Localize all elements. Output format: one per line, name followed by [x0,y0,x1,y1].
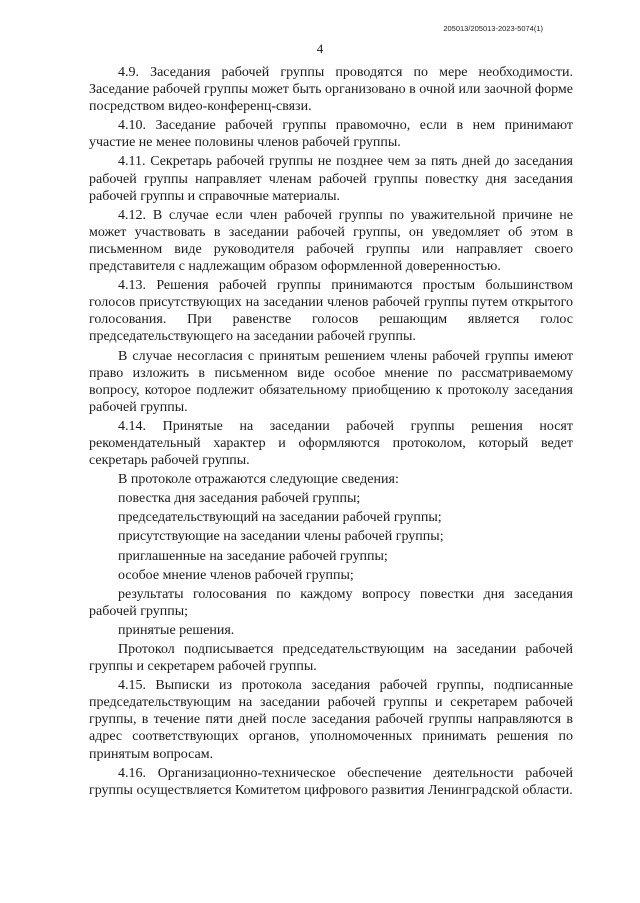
protocol-intro: В протоколе отражаются следующие сведения: [118,472,399,488]
protocol-list-item: повестка дня заседания рабочей группы; [118,491,361,507]
document-body [89,62,573,799]
paragraph-4-15: 4.15. Выписки из протокола заседания рабочей группы, подписанные председательствующим на заседании рабочей группы и секретарем рабочей группы, в течение пяти дней после заседания рабочей группы направляются в адрес соответствующих органов, уполномоченных принимать решения по принятым вопросам. [89,678,573,762]
protocol-list-item: принятые решения. [118,622,235,638]
paragraph-4-12: 4.12. В случае если член рабочей группы по уважительной причине не может участвовать в заседании рабочей группы, он уведомляет об этом в письменном виде руководителя рабочей группы или направляет своего представителя с надлежащим образом оформленной доверенностью. [89,207,573,275]
paragraph-4-9: 4.9. Заседания рабочей группы проводятся по мере необходимости. Заседание рабочей группы может быть организовано в очной или заочной форме посредством видео-конференц-связи. [89,65,573,115]
paragraph-dissent: В случае несогласия с принятым решением члены рабочей группы имеют право изложить в письменном виде особое мнение по рассматриваемому вопросу, которое подлежит обязательному приобщению к протоколу заседания рабочей группы. [89,348,573,415]
protocol-list-item: председательствующий на заседании рабочей группы; [118,510,442,526]
protocol-list-item: особое мнение членов рабочей группы; [118,567,354,583]
paragraph-4-11: 4.11. Секретарь рабочей группы не позднее чем за пять дней до заседания рабочей группы направляет членам рабочей группы повестку дня заседания рабочей группы и справочные материалы. [89,154,573,204]
document-id: 205013/205013-2023-5074(1) [443,24,543,33]
protocol-list-item: результаты голосования по каждому вопросу повестки дня заседания рабочей группы; [89,586,573,619]
protocol-list-item: приглашенные на заседание рабочей группы; [118,548,388,564]
paragraph-4-10: 4.10. Заседание рабочей группы правомочно, если в нем принимают участие не менее половины членов рабочей группы. [89,118,573,151]
paragraph-4-16: 4.16. Организационно-техническое обеспечение деятельности рабочей группы осуществляется Комитетом цифрового развития Ленинградской области. [89,765,573,798]
paragraph-4-13: 4.13. Решения рабочей группы принимаются простым большинством голосов присутствующих на заседании членов рабочей группы путем открытого голосования. При равенстве голосов решающим является голос председательствующего на заседании рабочей группы. [89,278,573,345]
page-number: 4 [316,41,324,56]
paragraph-4-14: 4.14. Принятые на заседании рабочей группы решения носят рекомендательный характер и оформляются протоколом, который ведет секретарь рабочей группы. [89,418,573,469]
protocol-list-item: присутствующие на заседании члены рабочей группы; [118,529,444,545]
paragraph-protocol-signing: Протокол подписывается председательствующим на заседании рабочей группы и секретарем рабочей группы. [89,642,573,675]
